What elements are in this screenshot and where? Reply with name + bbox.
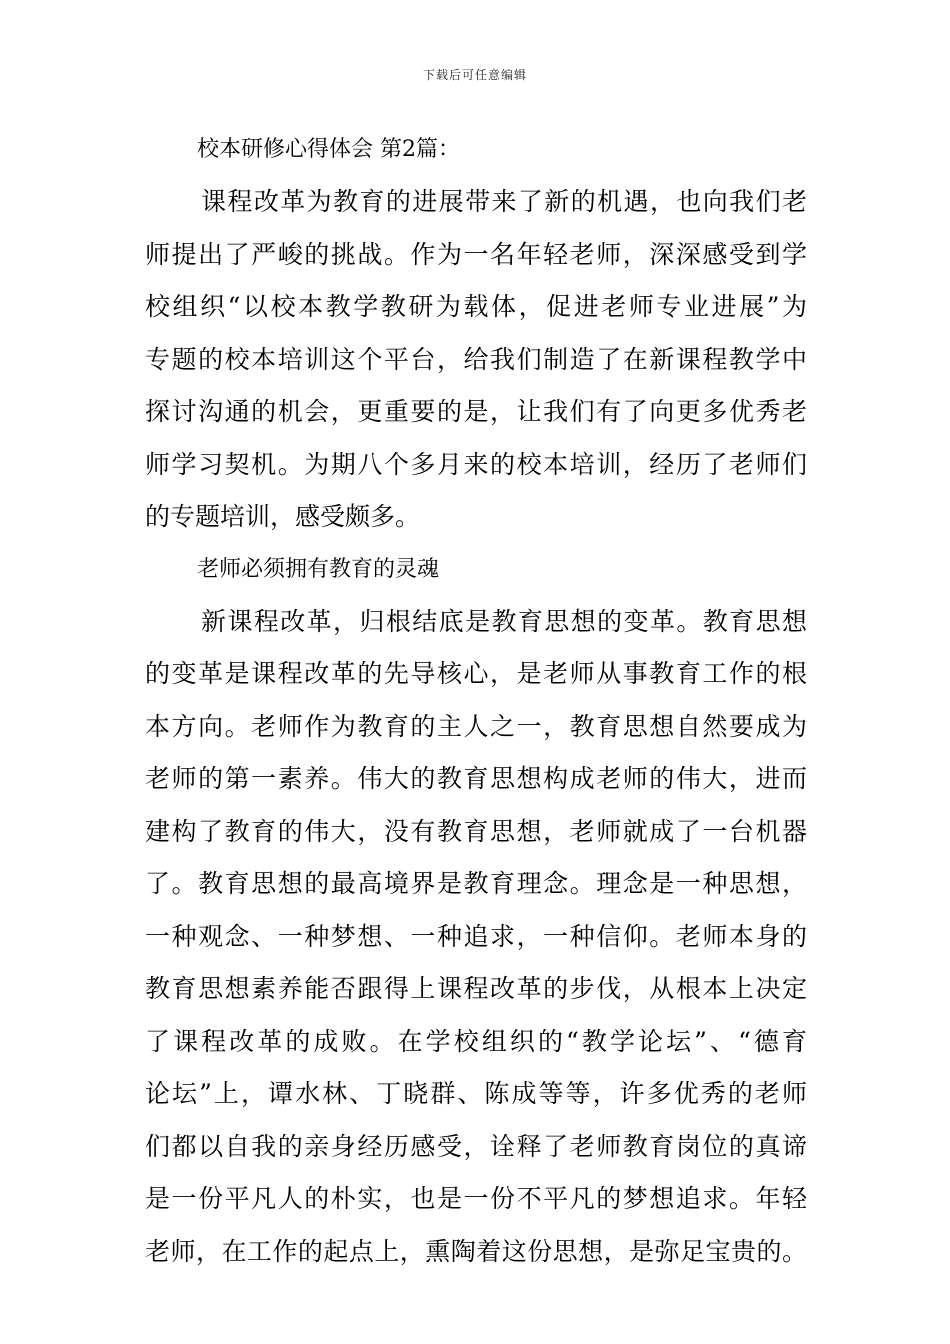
text-line: 新课程改革，归根结底是教育思想的变革。教育思想 xyxy=(201,606,807,636)
page-header: 下载后可任意编辑 xyxy=(422,68,527,82)
article-title: 校本研修心得体会 第2篇： xyxy=(197,137,460,162)
text-line: 师提出了严峻的挑战。作为一名年轻老师，深深感受到学 xyxy=(145,239,807,269)
text-line: 的专题培训，感受颇多。 xyxy=(145,502,421,531)
text-line: 的变革是课程改革的先导核心，是老师从事教育工作的根 xyxy=(145,659,807,688)
paragraph-1 xyxy=(145,176,807,544)
paragraph-2 xyxy=(145,596,807,1279)
text-line: 校组织“以校本教学教研为载体，促进老师专业进展”为 xyxy=(145,292,807,321)
text-line: 建构了教育的伟大，没有教育思想，老师就成了一台机器 xyxy=(145,816,807,846)
text-line: 本方向。老师作为教育的主人之一，教育思想自然要成为 xyxy=(145,711,807,741)
text-line: 了。教育思想的最高境界是教育理念。理念是一种思想， xyxy=(145,869,807,898)
text-line: 师学习契机。为期八个多月来的校本培训，经历了老师们 xyxy=(145,449,807,479)
section-heading: 老师必须拥有教育的灵魂 xyxy=(197,556,440,582)
document-body xyxy=(145,124,807,1278)
text-line: 老师的第一素养。伟大的教育思想构成老师的伟大，进而 xyxy=(145,764,807,793)
text-line: 教育思想素养能否跟得上课程改革的步伐，从根本上决定 xyxy=(145,974,807,1003)
text-line: 老师，在工作的起点上，熏陶着这份思想，是弥足宝贵的。 xyxy=(145,1236,807,1266)
text-line: 们都以自我的亲身经历感受，诠释了老师教育岗位的真谛 xyxy=(145,1131,807,1161)
text-line: 了课程改革的成败。在学校组织的“教学论坛”、“德育 xyxy=(145,1026,807,1056)
text-line: 论坛”上，谭水林、丁晓群、陈成等等，许多优秀的老师 xyxy=(145,1079,807,1108)
text-line: 探讨沟通的机会，更重要的是，让我们有了向更多优秀老 xyxy=(145,397,807,426)
text-line: 课程改革为教育的进展带来了新的机遇，也向我们老 xyxy=(201,187,807,216)
text-line: 专题的校本培训这个平台，给我们制造了在新课程教学中 xyxy=(145,344,807,374)
text-line: 一种观念、一种梦想、一种追求，一种信仰。老师本身的 xyxy=(145,921,807,951)
text-line: 是一份平凡人的朴实，也是一份不平凡的梦想追求。年轻 xyxy=(145,1184,807,1213)
